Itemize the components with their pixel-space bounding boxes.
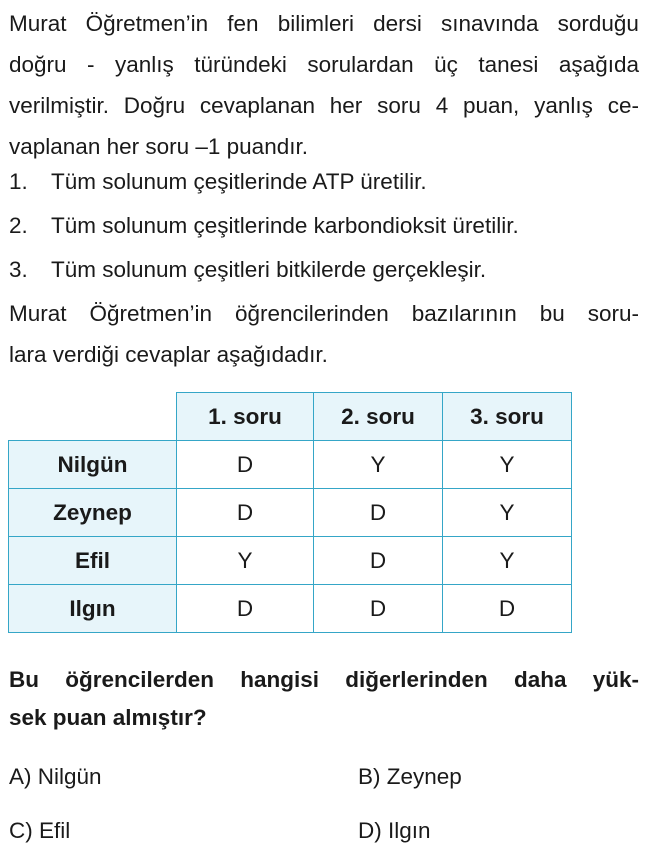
table-row	[9, 441, 572, 489]
question-line-1: Bu öğrencilerden hangisi diğerlerinden daha yük-	[9, 667, 639, 692]
intro-line-3: verilmiştir. Doğru cevaplanan her soru 4 puan, yanlış ce-	[9, 93, 639, 118]
answer-cell: D	[443, 585, 572, 633]
column-header: 3. soru	[443, 393, 572, 441]
answer-cell: Y	[314, 441, 443, 489]
question-line-2: sek puan almıştır?	[9, 705, 207, 730]
answers-intro-paragraph	[9, 293, 639, 375]
intro-line-1: Murat Öğretmen’in fen bilimleri dersi sınavında sorduğu	[9, 11, 639, 36]
answer-cell: Y	[443, 441, 572, 489]
column-header: 1. soru	[177, 393, 314, 441]
column-header: 2. soru	[314, 393, 443, 441]
student-name: Efil	[9, 537, 177, 585]
statement-item: 3. Tüm solunum çeşitleri bitkilerde gerçekleşir.	[9, 257, 487, 282]
answer-cell: Y	[177, 537, 314, 585]
answer-cell: D	[177, 489, 314, 537]
answers-table	[8, 392, 572, 633]
intro-paragraph	[9, 3, 639, 167]
answer-cell: Y	[443, 489, 572, 537]
table-header-row	[9, 393, 572, 441]
statement-list	[9, 160, 639, 292]
answer-cell: D	[177, 585, 314, 633]
answer-cell: Y	[443, 537, 572, 585]
option-d[interactable]: D) Ilgın	[358, 818, 431, 843]
para2-line-1: Murat Öğretmen’in öğrencilerinden bazılarının bu soru-	[9, 301, 639, 326]
table-corner-cell	[9, 393, 177, 441]
answer-cell: D	[314, 537, 443, 585]
intro-line-4: vaplanan her soru –1 puandır.	[9, 134, 308, 159]
answer-cell: D	[314, 489, 443, 537]
intro-line-2: doğru - yanlış türündeki sorulardan üç tanesi aşağıda	[9, 52, 639, 77]
student-name: Zeynep	[9, 489, 177, 537]
option-c[interactable]: C) Efil	[9, 818, 71, 843]
question-text	[9, 661, 639, 737]
student-name: Nilgün	[9, 441, 177, 489]
option-b[interactable]: B) Zeynep	[358, 764, 462, 789]
table-row	[9, 489, 572, 537]
statement-item: 2. Tüm solunum çeşitlerinde karbondioksit üretilir.	[9, 213, 519, 238]
para2-line-2: lara verdiği cevaplar aşağıdadır.	[9, 342, 328, 367]
statement-item: 1. Tüm solunum çeşitlerinde ATP üretilir.	[9, 169, 427, 194]
student-name: Ilgın	[9, 585, 177, 633]
table-row	[9, 537, 572, 585]
table-row	[9, 585, 572, 633]
option-a[interactable]: A) Nilgün	[9, 764, 102, 789]
answer-cell: D	[314, 585, 443, 633]
answer-cell: D	[177, 441, 314, 489]
